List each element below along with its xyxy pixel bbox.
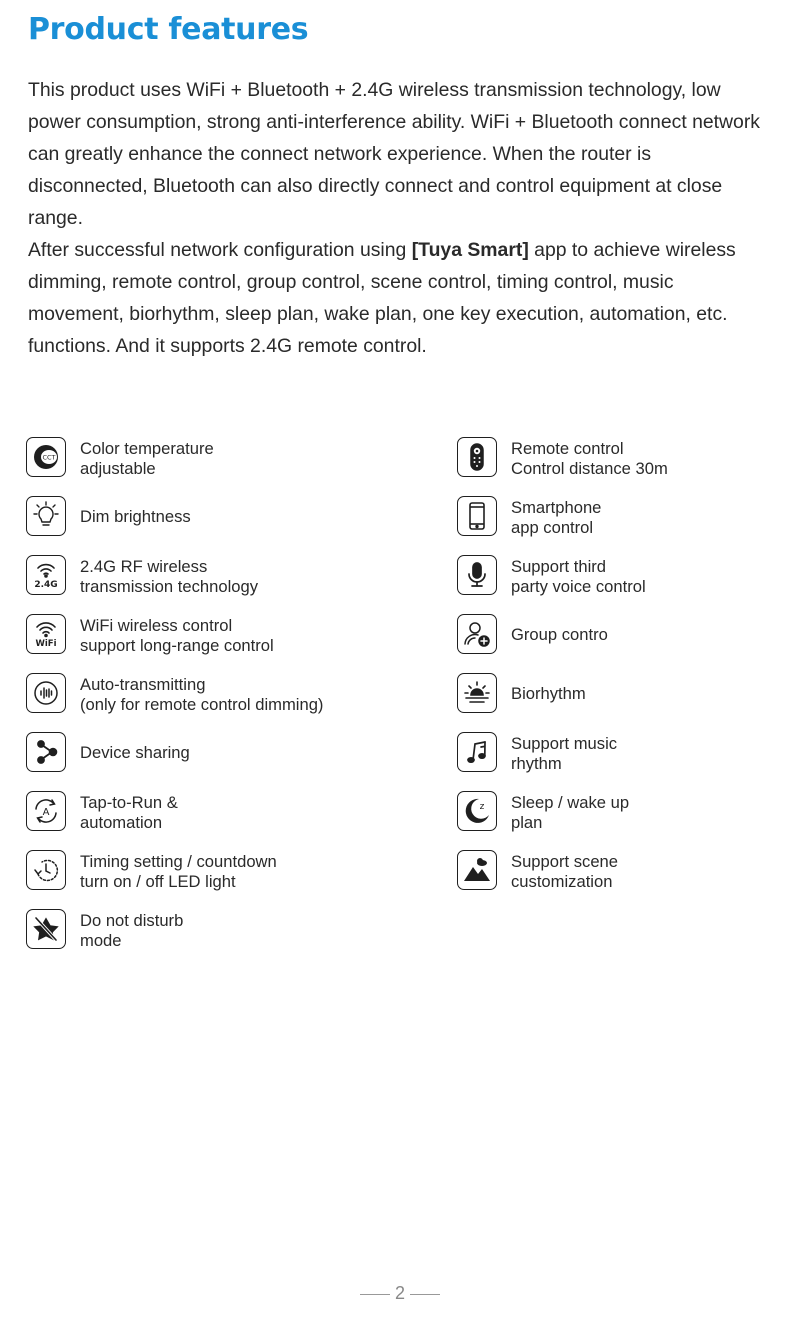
intro-paragraph-2 bbox=[28, 234, 773, 362]
feature-line-1: Do not disturb bbox=[80, 911, 184, 930]
feature-line-1: Remote control bbox=[511, 439, 624, 458]
remote-control-icon bbox=[457, 437, 497, 477]
page-number: 2 bbox=[394, 1283, 405, 1303]
feature-line-2: turn on / off LED light bbox=[80, 871, 236, 891]
feature-line-2: (only for remote control dimming) bbox=[80, 694, 324, 714]
feature-label bbox=[80, 439, 214, 478]
feature-line-2: transmission technology bbox=[80, 576, 259, 596]
feature-label bbox=[80, 911, 183, 950]
share-icon bbox=[26, 732, 66, 772]
feature-line-1: Auto-transmitting bbox=[80, 675, 206, 694]
feature-line-2: rhythm bbox=[511, 753, 562, 773]
feature-label bbox=[80, 793, 178, 832]
sleep-icon bbox=[457, 791, 497, 831]
feature-label bbox=[511, 557, 646, 596]
feature-line-2: Control distance 30m bbox=[511, 458, 668, 478]
svg-text:z: z bbox=[479, 802, 485, 812]
feature-line-2: customization bbox=[511, 871, 613, 891]
feature-label bbox=[80, 507, 191, 527]
feature-line-1: Support third bbox=[511, 557, 607, 576]
tap-to-run-icon bbox=[26, 791, 66, 831]
feature-label bbox=[80, 675, 323, 714]
brightness-icon bbox=[26, 496, 66, 536]
feature-label bbox=[80, 743, 190, 763]
feature-line-1: Dim brightness bbox=[80, 507, 191, 526]
feature-label bbox=[80, 852, 277, 891]
feature-line-1: Support music bbox=[511, 734, 618, 753]
feature-line-1: Tap-to-Run & bbox=[80, 793, 178, 812]
feature-line-1: Color temperature bbox=[80, 439, 214, 458]
feature-label bbox=[80, 616, 274, 655]
feature-line-2: automation bbox=[80, 812, 163, 832]
feature-line-1: Biorhythm bbox=[511, 684, 586, 703]
feature-line-1: Group contro bbox=[511, 625, 608, 644]
svg-text:2.4G: 2.4G bbox=[34, 580, 58, 590]
auto-transmit-icon bbox=[26, 673, 66, 713]
feature-line-1: Sleep / wake up bbox=[511, 793, 630, 812]
feature-line-1: 2.4G RF wireless bbox=[80, 557, 208, 576]
feature-label bbox=[511, 852, 618, 891]
smartphone-icon bbox=[457, 496, 497, 536]
intro-paragraph-1: This product uses WiFi + Bluetooth + 2.4G wireless transmission technology, low power consumption, strong anti-interference ability. WiFi + Bluetooth connect network can greatly enhance the connect network experience. When the router is disconnected, Bluetooth can also directly connect and control equipment at close range. bbox=[28, 79, 760, 229]
svg-text:WiFi: WiFi bbox=[35, 639, 57, 649]
intro-text bbox=[28, 74, 773, 362]
rf-2-4g-icon bbox=[26, 555, 66, 595]
footer-dash-right bbox=[410, 1294, 440, 1295]
group-icon bbox=[457, 614, 497, 654]
feature-label bbox=[511, 734, 617, 773]
page-title: Product features bbox=[28, 12, 309, 47]
intro-p2-end: app to achieve wireless dimming, remote control, group control, scene control, timing control, music movement, biorhythm, sleep plan, wake plan, one key execution, automation, etc. functions. And it supports 2.4G remote control. bbox=[28, 239, 736, 357]
feature-line-1: WiFi wireless control bbox=[80, 616, 233, 635]
feature-label bbox=[511, 684, 586, 704]
feature-line-1: Device sharing bbox=[80, 743, 190, 762]
feature-line-2: mode bbox=[80, 930, 122, 950]
app-name: [Tuya Smart] bbox=[411, 239, 529, 261]
feature-line-2: app control bbox=[511, 517, 594, 537]
feature-label bbox=[511, 498, 601, 537]
feature-label bbox=[511, 793, 629, 832]
scene-icon bbox=[457, 850, 497, 890]
feature-line-2: plan bbox=[511, 812, 543, 832]
feature-label bbox=[511, 625, 608, 645]
svg-text:CCT: CCT bbox=[42, 453, 56, 462]
timer-icon bbox=[26, 850, 66, 890]
feature-line-1: Timing setting / countdown bbox=[80, 852, 277, 871]
feature-line-2: support long-range control bbox=[80, 635, 274, 655]
page-footer bbox=[0, 1283, 800, 1304]
feature-label bbox=[80, 557, 258, 596]
feature-line-2: adjustable bbox=[80, 458, 156, 478]
footer-dash-left bbox=[360, 1294, 390, 1295]
intro-p2-start: After successful network configuration using bbox=[28, 239, 412, 261]
feature-line-1: Support scene bbox=[511, 852, 619, 871]
do-not-disturb-icon bbox=[26, 909, 66, 949]
microphone-icon bbox=[457, 555, 497, 595]
music-icon bbox=[457, 732, 497, 772]
feature-line-2: party voice control bbox=[511, 576, 646, 596]
svg-text:A: A bbox=[42, 807, 50, 818]
wifi-icon bbox=[26, 614, 66, 654]
cct-icon bbox=[26, 437, 66, 477]
biorhythm-icon bbox=[457, 673, 497, 713]
feature-line-1: Smartphone bbox=[511, 498, 602, 517]
feature-label bbox=[511, 439, 668, 478]
